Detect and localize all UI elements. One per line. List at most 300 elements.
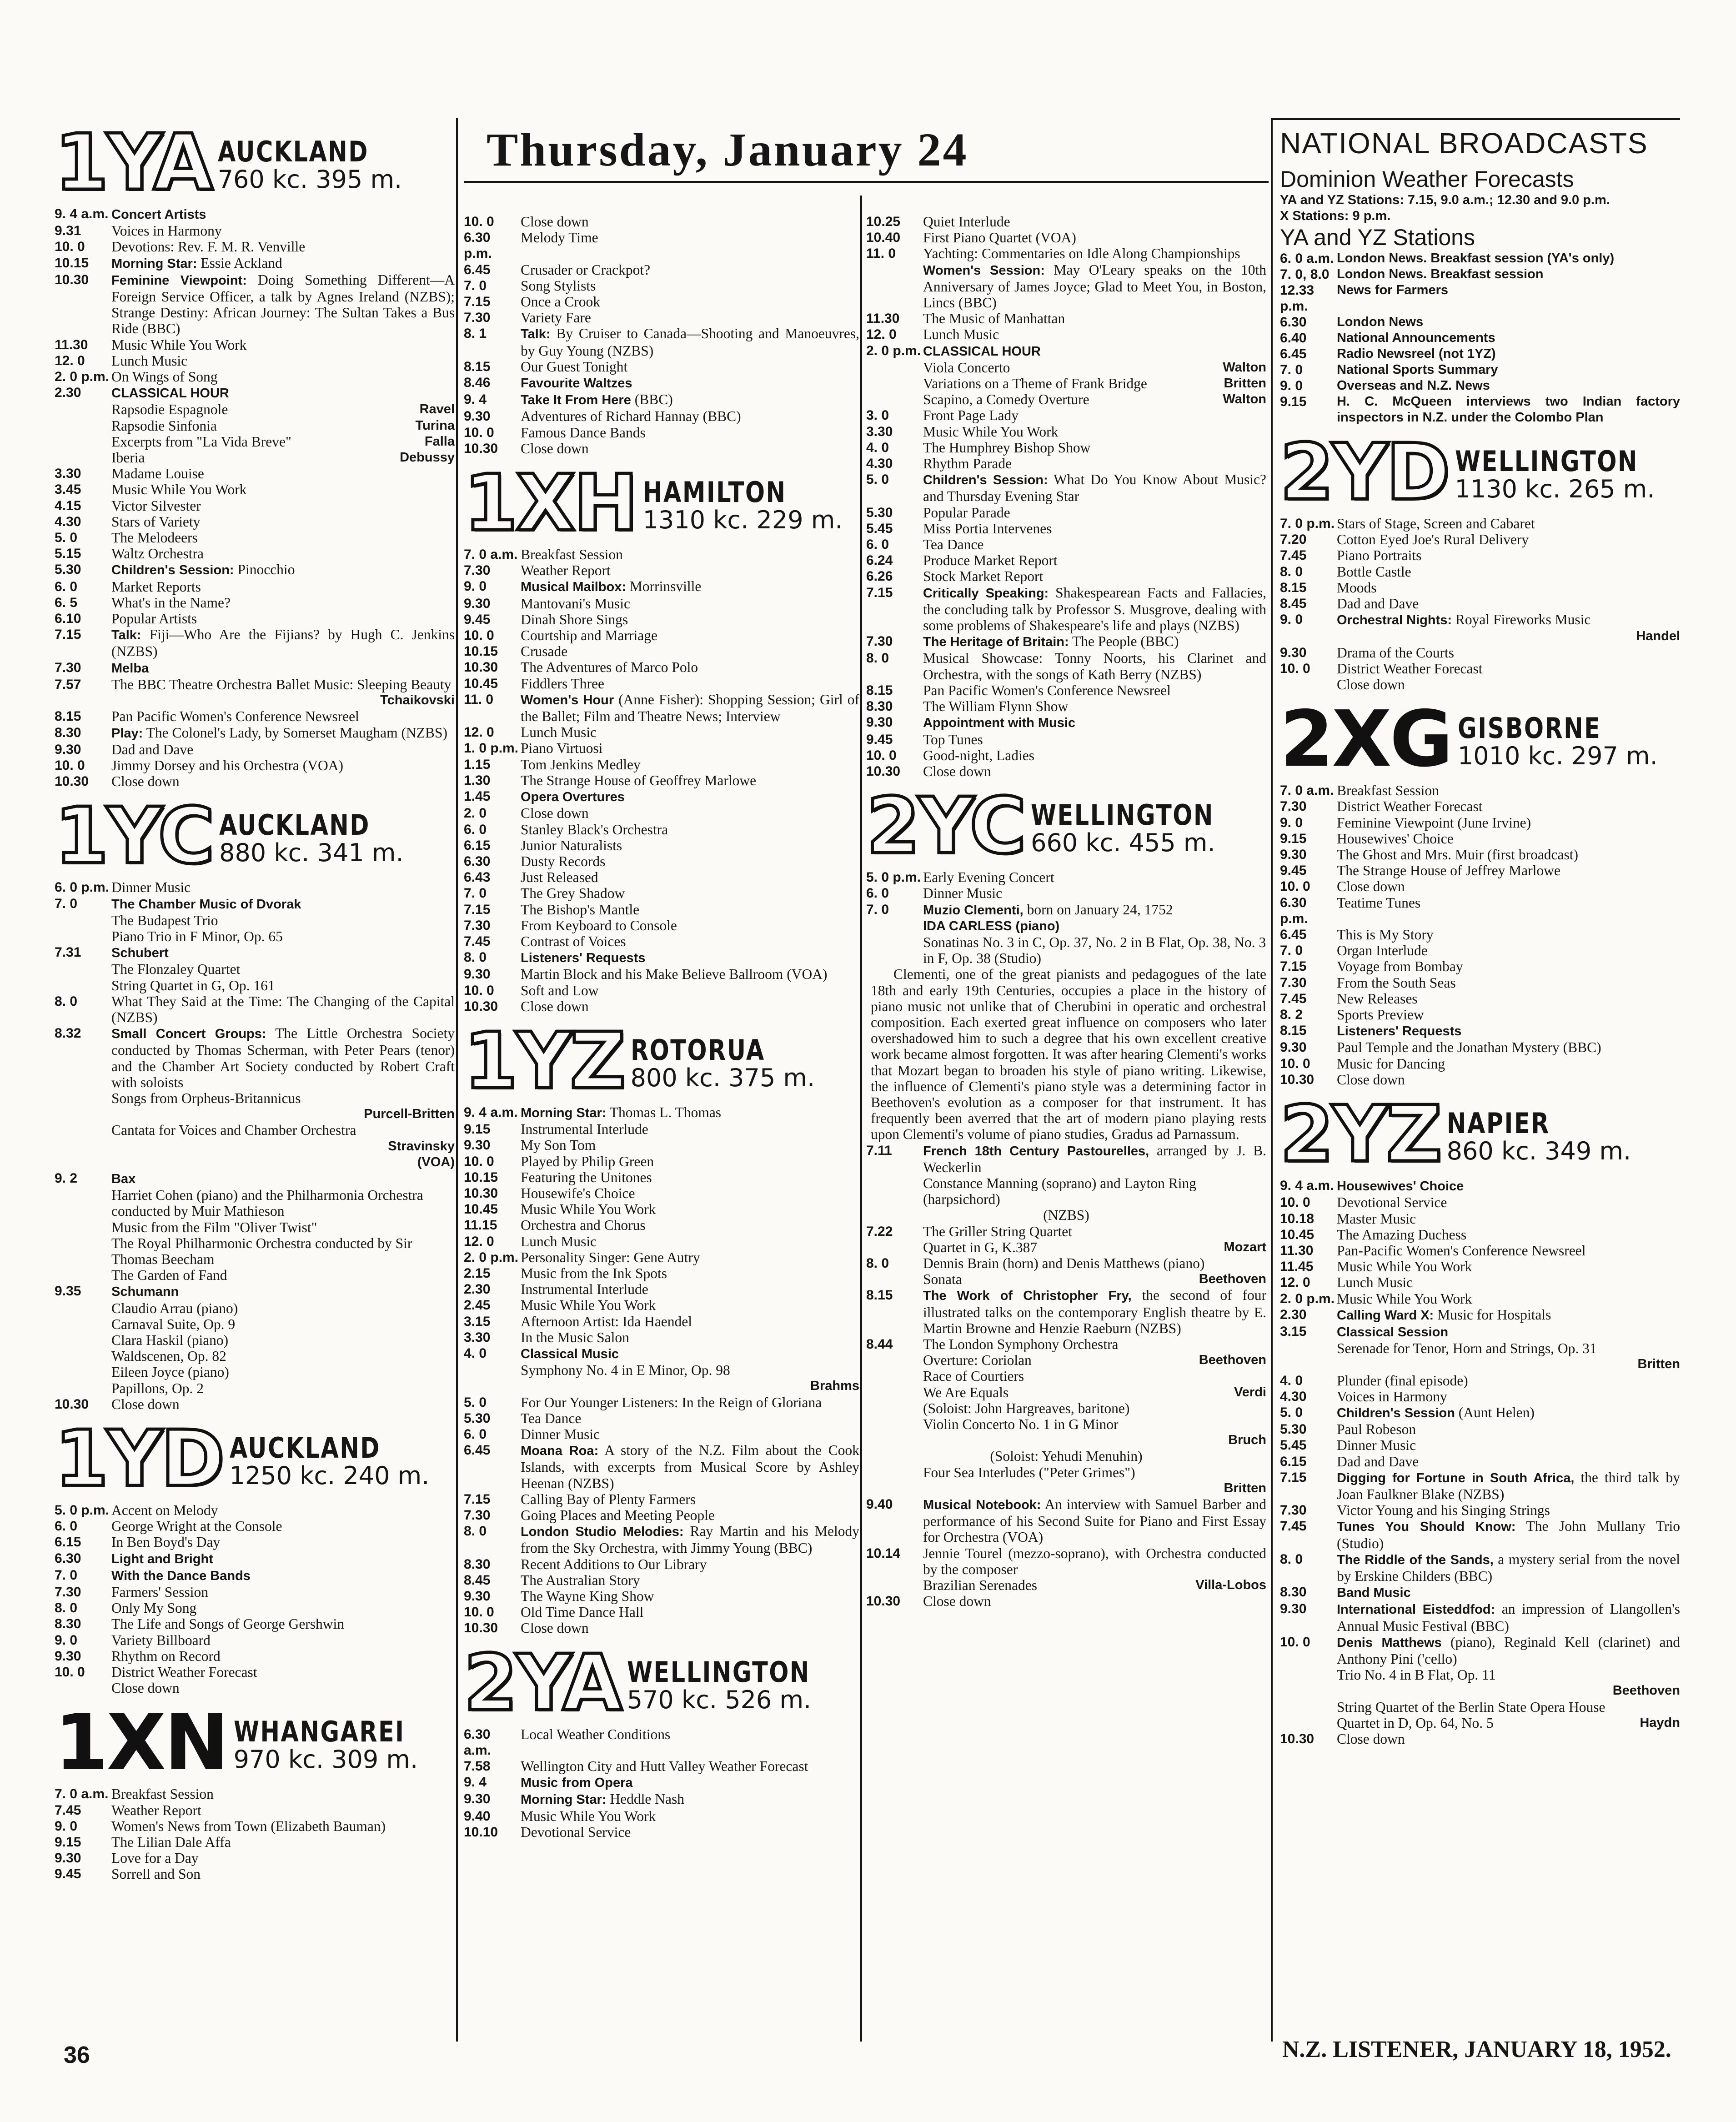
programme-item [464, 1442, 859, 1491]
detail-line: Carnaval Suite, Op. 9 [111, 1316, 236, 1332]
programme-text [1337, 1405, 1680, 1421]
programme-text [1337, 958, 1680, 974]
programme-time: 10. 0 [1280, 1195, 1310, 1210]
national-item [1280, 378, 1680, 394]
programme-item [866, 568, 1266, 584]
programme-text [521, 596, 859, 612]
programme-time: 9.30 [464, 967, 491, 982]
programme-text [1337, 878, 1680, 894]
programme-item [464, 1572, 859, 1588]
work-line [1280, 628, 1680, 644]
title-underline [464, 181, 1269, 183]
programme-time: 8.30 [55, 1616, 81, 1632]
programme-heading: Appointment with Music [923, 716, 1076, 731]
programme-description: Only My Song [111, 1600, 197, 1616]
programme-item [55, 1632, 455, 1648]
programme-text [923, 472, 1266, 504]
programme-item [464, 1169, 859, 1185]
programme-description: the second of four illustrated talks on the contemporary English theatre by E. Martin Browne and Henzie Raeburn (NZBS) [923, 1287, 1266, 1336]
work-title: Quartet in G, K.387 [923, 1239, 1038, 1255]
programme-text [111, 353, 455, 369]
programme-item [464, 740, 859, 756]
programme-time: 10.30 [55, 774, 89, 789]
composer: Ravel [419, 402, 455, 417]
programme-description: Devotional Service [1337, 1194, 1447, 1211]
programme-heading: Housewives' Choice [1337, 1179, 1464, 1194]
programme-item [55, 773, 455, 789]
detail-line: Piano Trio in F Minor, Op. 65 [111, 928, 283, 944]
programme-text [1337, 564, 1680, 580]
detail-line: Harriet Cohen (piano) and the Philharmonia Orchestra conducted by Muir Mathieson [111, 1187, 423, 1219]
programme-item [464, 310, 859, 326]
programme-item [55, 498, 455, 514]
programme-description: Stock Market Report [923, 568, 1044, 585]
programme-description: Recent Additions to Our Library [521, 1556, 707, 1572]
programme-time: 7.15 [866, 585, 893, 600]
national-time: 7. 0, 8.0 [1280, 267, 1330, 282]
programme-text [521, 1491, 859, 1507]
programme-time: 7.30 [55, 660, 81, 675]
programme-description: The People (BBC) [1069, 633, 1179, 650]
programme-item [866, 505, 1266, 521]
programme-text [1337, 1437, 1680, 1453]
programme-description: The BBC Theatre Orchestra Ballet Music: Sleeping Beauty [111, 676, 452, 692]
programme-description: Stanley Black's Orchestra [521, 821, 668, 838]
programme-time: 5. 0 [464, 1395, 487, 1410]
programme-text [1337, 1178, 1680, 1194]
programme-time: 6.43 [464, 870, 491, 885]
programme-heading: Schumann [111, 1284, 179, 1299]
programme-text [521, 1234, 859, 1249]
programme-heading: Women's Session: [923, 263, 1045, 278]
programme-item [464, 391, 859, 408]
detail-line: Trio No. 4 in B Flat, Op. 11 [1337, 1667, 1496, 1683]
programme-text [521, 1758, 859, 1774]
programme-item [55, 677, 455, 692]
programme-description: Plunder (final episode) [1337, 1372, 1468, 1389]
programme-time: 6.10 [55, 611, 81, 627]
programme-heading: Musical Notebook: [923, 1498, 1041, 1513]
composer: Bruch [1228, 1433, 1266, 1448]
programme-description: Early Evening Concert [923, 869, 1054, 886]
work-line [1280, 1715, 1680, 1731]
programme-text [521, 692, 859, 724]
detail-line: The Flonzaley Quartet [111, 961, 241, 978]
programme-item [464, 1154, 859, 1169]
work-line [866, 1271, 1266, 1287]
programme-description: Music While You Work [1337, 1290, 1472, 1307]
programme-description: New Releases [1337, 990, 1418, 1007]
programme-item [55, 223, 455, 239]
programme-description: Dennis Brain (horn) and Denis Matthews (piano) [923, 1255, 1205, 1271]
programme-text [1337, 1307, 1680, 1324]
programme-time: 12. 0 [866, 327, 897, 342]
station-callsign: 2YD [1280, 427, 1449, 517]
station-frequency: 1130 kc. 265 m. [1455, 475, 1655, 503]
programme-item [1280, 1291, 1680, 1307]
programme-time: 4.30 [55, 514, 81, 529]
programme-item [464, 838, 859, 853]
programme-description: The Melodeers [111, 530, 198, 546]
programme-description: Jennie Tourel (mezzo-soprano), with Orchestra conducted by the composer [923, 1545, 1266, 1577]
programme-description: From the South Seas [1337, 974, 1456, 991]
programme-text [521, 902, 859, 918]
programme-item [464, 757, 859, 773]
programme-heading: With the Dance Bands [111, 1568, 251, 1583]
programme-text [1337, 1454, 1680, 1470]
programme-description: The Adventures of Marco Polo [521, 659, 698, 676]
station-city: WELLINGTON [627, 1655, 810, 1689]
programme-text [521, 1314, 859, 1329]
programme-heading: The Chamber Music of Dvorak [111, 897, 301, 912]
programme-description: Essie Ackland [197, 255, 282, 271]
programme-time: 7.15 [1280, 959, 1307, 974]
programme-text [1337, 863, 1680, 878]
programme-description: Sorrell and Son [111, 1866, 201, 1882]
programme-item [464, 676, 859, 692]
programme-item [55, 562, 455, 578]
programme-text [923, 537, 1266, 552]
programme-item [464, 562, 859, 578]
programme-time: 9.30 [464, 1138, 491, 1153]
detail-line: The Royal Philharmonic Orchestra conducted by Sir Thomas Beecham [111, 1235, 412, 1267]
programme-description: Personality Singer: Gene Autry [521, 1249, 700, 1265]
programme-text [111, 1834, 455, 1850]
programme-heading: Calling Ward X: [1337, 1308, 1434, 1323]
programme-time: 7. 0 p.m. [1280, 516, 1335, 531]
programme-time: 7.31 [55, 945, 81, 960]
programme-description: What's in the Name? [111, 594, 231, 611]
detail-line: Clara Haskil (piano) [111, 1332, 229, 1348]
programme-item [1280, 1551, 1680, 1584]
programme-item [464, 1491, 859, 1507]
programme-item [866, 262, 1266, 311]
programme-text [521, 1726, 859, 1758]
programme-text [111, 546, 455, 562]
programme-time: 9.30 [464, 1589, 491, 1604]
programme-item [866, 682, 1266, 698]
programme-text [521, 310, 859, 326]
programme-text [923, 456, 1266, 472]
programme-item [866, 407, 1266, 423]
programme-item [55, 369, 455, 385]
programme-description: Music for Dancing [1337, 1055, 1445, 1072]
station-info [631, 1035, 815, 1095]
programme-item [464, 359, 859, 375]
programme-text [1337, 798, 1680, 814]
programme-text [923, 1545, 1266, 1577]
programme-time: 9. 4 a.m. [55, 206, 109, 221]
programme-description: Junior Naturalists [521, 837, 622, 853]
programme-heading: Bax [111, 1171, 136, 1186]
programme-description: Once a Crook [521, 294, 600, 310]
programme-description: The Bishop's Mantle [521, 901, 640, 918]
programme-text [111, 1567, 455, 1584]
programme-time: 9.30 [55, 1648, 81, 1664]
programme-item [55, 1283, 455, 1300]
national-description: London News. Breakfast session (YA's only) [1337, 251, 1615, 266]
programme-time: 7. 0 [55, 1567, 78, 1583]
programme-time: 12. 0 [464, 1234, 494, 1249]
programme-text [923, 585, 1266, 634]
programme-heading: The Riddle of the Sands, [1337, 1552, 1494, 1567]
programme-text [923, 326, 1266, 342]
composer: Handel [1636, 629, 1680, 644]
programme-item [464, 822, 859, 838]
programme-heading: Band Music [1337, 1585, 1411, 1600]
programme-text [521, 1201, 859, 1217]
station-frequency: 1250 kc. 240 m. [229, 1461, 430, 1490]
programme-time: 6.30 p.m. [464, 230, 492, 261]
programme-time: 7.30 [866, 634, 893, 649]
programme-time: 5.45 [1280, 1438, 1307, 1453]
programme-text [111, 1502, 455, 1518]
station-frequency: 970 kc. 309 m. [233, 1745, 418, 1774]
programme-text [111, 677, 455, 692]
programme-time: 6.30 p.m. [1280, 895, 1308, 926]
detail-line: Waldscenen, Op. 82 [111, 1348, 226, 1365]
programme-text [1337, 1634, 1680, 1667]
programme-description: Pan Pacific Women's Conference Newsreel [923, 682, 1171, 698]
programme-item [1280, 878, 1680, 894]
composer: Walton [1223, 360, 1266, 375]
programme-description: Housewives' Choice [1337, 830, 1454, 847]
programme-description: Waltz Orchestra [111, 546, 204, 562]
programme-item [55, 206, 455, 223]
programme-text [111, 773, 455, 789]
programme-description: Shakespearean Facts and Fallacies, the concluding talk by Professor S. Musgrove, dealing with some problems of Shakespeare's life and plays (NZBS) [923, 584, 1266, 634]
composer: Britten [1224, 1480, 1266, 1495]
national-time: 12.33 p.m. [1280, 283, 1315, 314]
programme-time: 11. 0 [464, 692, 494, 707]
programme-item [55, 1866, 455, 1882]
programme-time: 12. 0 [464, 725, 494, 740]
programme-description: District Weather Forecast [1337, 798, 1483, 815]
programme-description: Dad and Dave [1337, 1453, 1419, 1470]
national-description: News for Farmers [1337, 283, 1448, 297]
programme-time: 3.45 [55, 482, 81, 497]
programme-description: What Do You Know About Music? and Thursday Evening Star [923, 472, 1266, 505]
national-item [1280, 362, 1680, 378]
programme-time: 7.20 [1280, 532, 1307, 547]
programme-text [521, 1523, 859, 1556]
programme-time: 9. 4 [464, 392, 487, 407]
programme-time: 5.30 [464, 1410, 491, 1426]
programme-text [1337, 991, 1680, 1007]
programme-description: Morrinsville [626, 578, 702, 595]
programme-description: Weather Report [111, 1802, 201, 1818]
programme-description: Voices in Harmony [1337, 1388, 1447, 1405]
programme-description: Music While You Work [111, 482, 247, 498]
programme-item [1280, 661, 1680, 677]
programme-text [111, 742, 455, 757]
work-title: Sonata [923, 1271, 962, 1288]
work-line [55, 692, 455, 708]
programme-description: Lunch Music [923, 326, 999, 343]
programme-text [1337, 1227, 1680, 1243]
programme-text [521, 262, 859, 278]
programme-item [55, 239, 455, 255]
programme-item [1280, 1056, 1680, 1072]
programme-description: Lunch Music [111, 352, 188, 369]
work-title: Excerpts from "La Vida Breve" [111, 433, 291, 450]
programme-text [521, 1154, 859, 1169]
detail-line: Sonatinas No. 3 in C, Op. 37, No. 2 in B Flat, Op. 38, No. 3 in F, Op. 38 (Studio) [923, 934, 1266, 967]
programme-time: 2.30 [55, 385, 81, 401]
programme-item [464, 773, 859, 788]
programme-item [55, 1616, 455, 1632]
programme-item [55, 1802, 455, 1818]
programme-time: 9.30 [1280, 1040, 1307, 1055]
station-city: WELLINGTON [1031, 798, 1214, 832]
work-line [1280, 1683, 1680, 1699]
programme-time: 11.15 [464, 1218, 497, 1233]
programme-time: 8. 0 [866, 651, 889, 666]
programme-item [1280, 1007, 1680, 1023]
programme-time: 2. 0 p.m. [866, 343, 921, 358]
programme-time: 7.30 [1280, 975, 1307, 990]
national-time: 9.15 [1280, 394, 1307, 409]
programme-description: (BBC) [631, 391, 673, 408]
programme-description: The Grey Shadow [521, 885, 625, 902]
programme-time: 9. 4 a.m. [464, 1104, 518, 1120]
programme-item [464, 1297, 859, 1313]
programme-heading: Opera Overtures [521, 790, 625, 805]
programme-time: 10.30 [55, 272, 89, 287]
programme-heading: Women's Hour [521, 692, 614, 707]
programme-time: 2. 0 p.m. [55, 369, 110, 385]
programme-text [521, 1774, 859, 1791]
programme-time: 1.30 [464, 773, 491, 788]
programme-item [866, 869, 1266, 885]
programme-item [1280, 1502, 1680, 1518]
programme-description: Tom Jenkins Medley [521, 756, 641, 773]
programme-description: District Weather Forecast [1337, 660, 1483, 677]
programme-heading: Children's Session: [111, 563, 234, 578]
programme-item [866, 1255, 1266, 1271]
programme-text [1337, 815, 1680, 831]
programme-time: 8. 0 [55, 993, 78, 1009]
programme-text [521, 822, 859, 838]
national-broadcasts-title: NATIONAL BROADCASTS [1280, 127, 1648, 160]
programme-item [464, 1217, 859, 1233]
programme-time: 10.25 [866, 214, 901, 229]
programme-text [923, 1143, 1266, 1175]
programme-description: Cotton Eyed Joe's Rural Delivery [1337, 532, 1529, 548]
station-frequency: 1010 kc. 297 m. [1457, 742, 1658, 771]
programme-description: Dinner Music [521, 1426, 600, 1442]
programme-description: Music While You Work [923, 423, 1059, 440]
programme-time: 10. 0 [1280, 879, 1310, 894]
programme-item [866, 424, 1266, 440]
programme-description: The Little Orchestra Society conducted by Thomas Scherman, with Peter Pears (tenor) and the Chamber Art Society conducted by Robert Craft with soloists [111, 1025, 455, 1090]
programme-description: Drama of the Courts [1337, 644, 1455, 661]
programme-description: An interview with Samuel Barber and performance of his Second Suite for Piano and First Essay for Orchestra (VOA) [923, 1496, 1266, 1545]
programme-time: 7. 0 a.m. [55, 1786, 109, 1802]
programme-time: 6.15 [1280, 1454, 1307, 1469]
programme-time: 11.30 [1280, 1243, 1314, 1258]
programme-description: Lunch Music [1337, 1274, 1413, 1291]
programme-text [521, 966, 859, 982]
detail-line: Race of Courtiers [923, 1368, 1024, 1385]
column-1 [55, 116, 455, 1882]
programme-item [55, 1502, 455, 1518]
programme-item [464, 805, 859, 821]
programme-description: First Piano Quartet (VOA) [923, 230, 1076, 246]
programme-item [55, 1584, 455, 1600]
programme-item [55, 896, 455, 913]
programme-text [923, 885, 1266, 901]
programme-item [1280, 1211, 1680, 1227]
composer: Beethoven [1199, 1353, 1266, 1368]
programme-text [521, 1410, 859, 1426]
programme-time: 5.15 [55, 546, 81, 562]
programme-description: For Our Younger Listeners: In the Reign of Gloriana [521, 1394, 822, 1410]
programme-description: Housewife's Choice [521, 1185, 635, 1201]
programme-text [111, 369, 455, 385]
programme-item [1280, 645, 1680, 661]
programme-item [866, 633, 1266, 650]
programme-description: Victor Silvester [111, 497, 201, 514]
work-line [55, 1139, 455, 1154]
programme-item [1280, 1373, 1680, 1389]
detail-line: Serenade for Tenor, Horn and Strings, Op. 31 [1337, 1340, 1597, 1357]
programme-time: 10.30 [464, 1620, 498, 1636]
programme-time: 6.24 [866, 553, 893, 568]
programme-text [521, 278, 859, 294]
programme-text [521, 408, 859, 424]
programme-time: 10. 0 [55, 239, 85, 255]
programme-time: 10. 0 [55, 1665, 85, 1680]
programme-time: 6.30 [464, 853, 491, 869]
programme-description: The Humphrey Bishop Show [923, 439, 1091, 456]
programme-time: 6.45 [464, 262, 491, 277]
programme-time: 11.45 [1280, 1259, 1314, 1274]
programme-text [521, 578, 859, 595]
work-line [866, 1385, 1266, 1400]
programme-heading: Schubert [111, 946, 169, 961]
programme-text [111, 1518, 455, 1534]
programme-item [1280, 1601, 1680, 1634]
programme-text [111, 708, 455, 724]
programme-item [1280, 1421, 1680, 1437]
programme-text [521, 773, 859, 788]
programme-text [111, 757, 455, 773]
programme-time: 7.30 [464, 918, 491, 933]
programme-time: 9.30 [866, 715, 893, 730]
programme-text [521, 724, 859, 740]
programme-heading: Light and Bright [111, 1551, 213, 1566]
programme-time: 4. 0 [866, 440, 889, 455]
composer: Turina [415, 418, 455, 433]
programme-text [111, 660, 455, 677]
programme-description: Rhythm on Record [111, 1648, 221, 1664]
programme-text [1337, 547, 1680, 563]
programme-description: Thomas L. Thomas [606, 1104, 722, 1120]
national-time: 9. 0 [1280, 378, 1303, 393]
programme-text [111, 1550, 455, 1567]
programme-text [521, 1395, 859, 1410]
programme-time: 10.30 [464, 660, 498, 675]
national-time: 6. 0 a.m. [1280, 251, 1334, 266]
detail-line: Music from the Film "Oliver Twist" [111, 1219, 317, 1235]
programme-text [1337, 532, 1680, 547]
programme-text [521, 1507, 859, 1523]
programme-time: 9. 0 [55, 1632, 78, 1648]
programme-heading: Music from Opera [521, 1776, 633, 1791]
national-time: 6.30 [1280, 315, 1307, 330]
programme-description: (Anne Fisher): Shopping Session; Girl of the Ballet; Film and Theatre News; Interview [521, 691, 859, 725]
